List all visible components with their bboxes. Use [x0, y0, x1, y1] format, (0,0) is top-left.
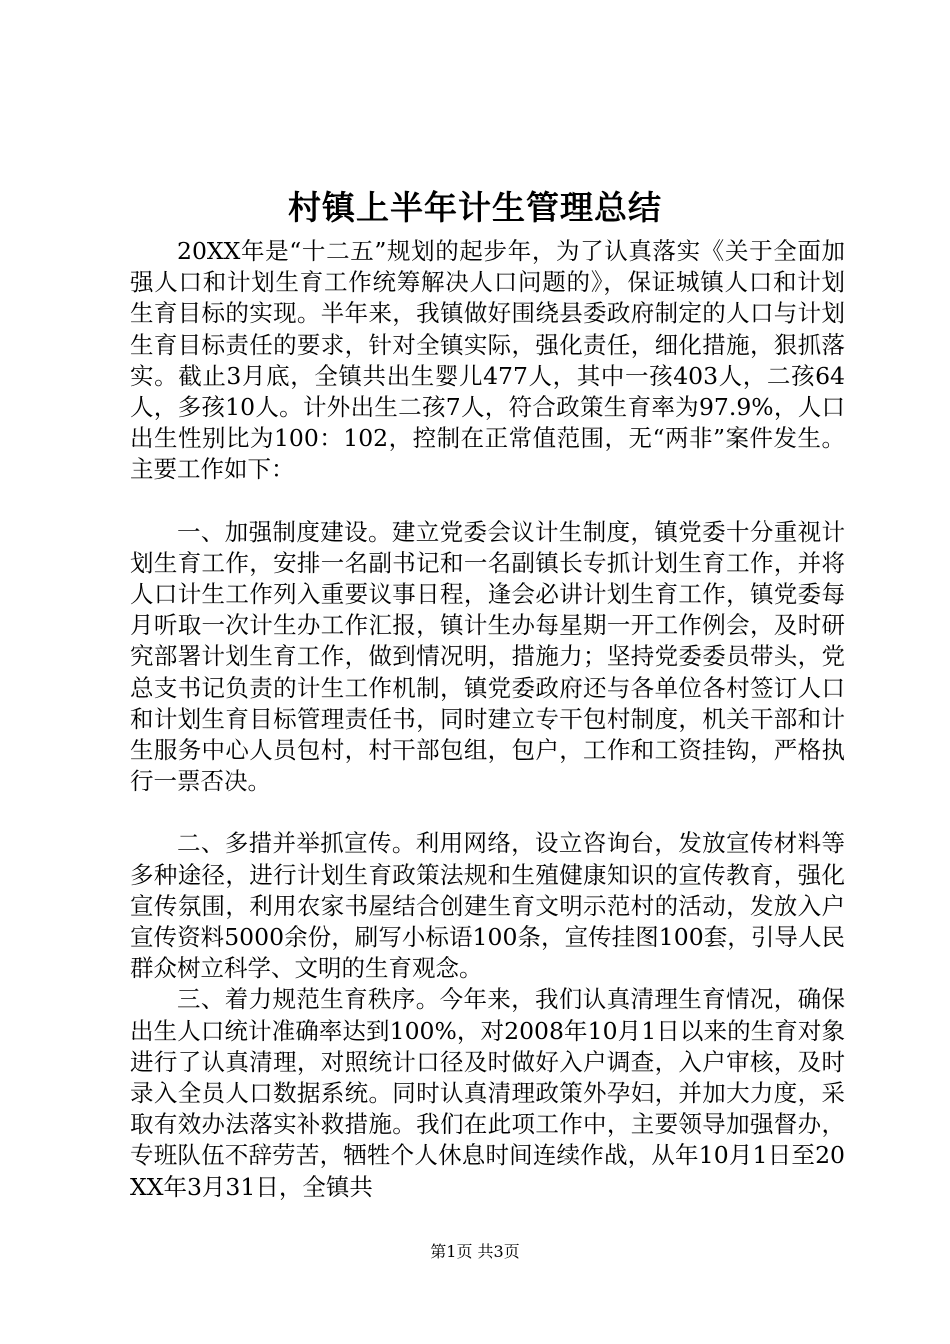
intro-paragraph: 20XX年是“十二五”规划的起步年，为了认真落实《关于全面加强人口和计划生育工作统筹解决人口问题的》，保证城镇人口和计划生育目标的实现。半年来，我镇做好围绕县委政府制定的人口与计划生育目标责任的要求，针对全镇实际，强化责任，细化措施，狠抓落实。截止3月底，全镇共出生婴儿477人，其中一孩403人，二孩64人，多孩10人。计外出生二孩7人，符合政策生育率为97.9%，人口出生性别比为100：102，控制在正常值范围，无“两非”案件发生。主要工作如下：: [130, 237, 845, 484]
section-three-paragraph: 三、着力规范生育秩序。今年来，我们认真清理生育情况，确保出生人口统计准确率达到100%，对2008年10月1日以来的生育对象进行了认真清理，对照统计口径及时做好入户调查，入户审核，及时录入全员人口数据系统。同时认真清理政策外孕妇，并加大力度，采取有效办法落实补救措施。我们在此项工作中，主要领导加强督办，专班队伍不辞劳苦，牺牲个人休息时间连续作战，从年10月1日至20XX年3月31日，全镇共: [130, 985, 845, 1201]
paragraph-spacer: [130, 797, 845, 828]
document-title: 村镇上半年计生管理总结: [288, 188, 662, 227]
section-one-paragraph: 一、加强制度建设。建立党委会议计生制度，镇党委十分重视计划生育工作，安排一名副书记和一名副镇长专抓计划生育工作，并将人口计生工作列入重要议事日程，逢会必讲计划生育工作，镇党委每月听取一次计生办工作汇报，镇计生办每星期一开工作例会，及时研究部署计划生育工作，做到情况明，措施力；坚持党委委员带头，党总支书记负责的计生工作机制，镇党委政府还与各单位各村签订人口和计划生育目标管理责任书，同时建立专干包村制度，机关干部和计生服务中心人员包村，村干部包组，包户，工作和工资挂钩，严格执行一票否决。: [130, 517, 845, 796]
paragraph-spacer: [130, 486, 845, 517]
page-number-footer: 第1页 共3页: [430, 1242, 520, 1261]
document-body: [130, 236, 845, 1203]
section-two-paragraph: 二、多措并举抓宣传。利用网络，设立咨询台，发放宣传材料等多种途径，进行计划生育政策法规和生殖健康知识的宣传教育，强化宣传氛围，利用农家书屋结合创建生育文明示范村的活动，发放入户宣传资料5000余份，刷写小标语100条，宣传挂图100套，引导人民群众树立科学、文明的生育观念。: [130, 829, 845, 983]
